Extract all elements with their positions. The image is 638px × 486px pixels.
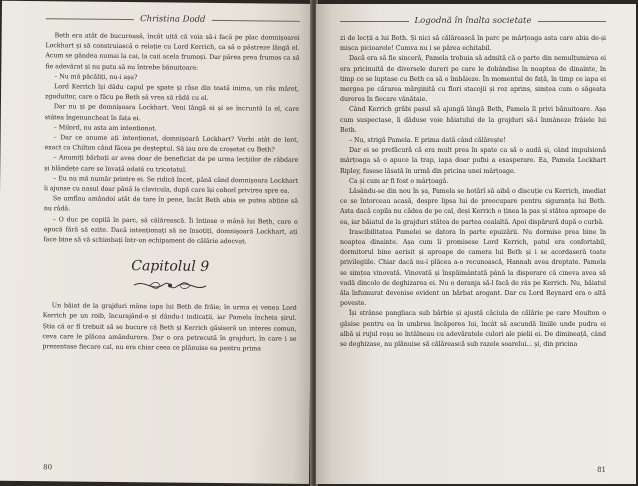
paragraph: Dar ei se prefăcură că era mult prea în spate ca să o audă și, când impulsionă mârțoaga să o apuce la trap, iapa doar pufni a exasperare. Ea, Pamela Lockhart Ripley, fusese lăsată în urmă din pricina unei mârțoage. xyxy=(340,147,606,175)
chapter-title: Capitolul 9 xyxy=(131,258,210,276)
paragraph: Un băiat de la grajduri mâna iapa lui Beth de frâie; în urma ei venea Lord Kerrich pe un roib, încurajând-o și dându-i indicații, iar Pamela încheia șirul. Știa că ar fi trebuit să se bucure că Beth și Kerrich găsiseră un interes comun, ceva care le plăcea amândurora. Dar o ora petrecută în grajduri, în care i se prezentase fiecare cal, nu era chiar ceea ce plănuise ea pentru prima xyxy=(42,302,297,353)
right-body-text xyxy=(340,34,606,350)
header-rule xyxy=(46,18,134,20)
chapter-heading xyxy=(43,257,297,294)
paragraph: Dacă era să fie sinceră, Pamela trebuia să admită că o parte din nemulțumirea ei era pricinuită de diversele dureri pe care le dobândise în noaptea de dinainte, în timp ce se luptase cu Beth ca să o îmbăieze. În momentul de față, în timp ce iapa ei mergea pe cărarea mărginită cu flori stacojii și roz aprins, simțea cum o săgeata durerea în fiecare vânătaie. xyxy=(340,55,606,104)
header-rule xyxy=(340,21,409,22)
ornament-icon xyxy=(130,278,210,293)
running-head-title: Logodnă în înalta societate xyxy=(414,16,532,26)
running-head-right xyxy=(340,14,606,28)
paragraph: – Milord, nu asta am intenționat. xyxy=(53,124,157,133)
paragraph: – Anumiți bărbați ar avea doar de beneficiat de pe urma lecțiilor de răbdare și blândețe care se învață odată cu tricotatul. xyxy=(44,154,299,174)
page-number-left: 80 xyxy=(43,463,53,472)
header-rule xyxy=(211,19,299,21)
paragraph: Când Kerrich grăbi pasul să ajungă lângă Beth, Pamela îl privi bănuitoare. Așa cum suspectase, îi dăduse voie băiatului de la grajduri să-i înmâneze frâiele lui Beth. xyxy=(340,106,606,134)
left-body-text xyxy=(43,31,299,248)
paragraph: Ca și cum ar fi fost o mârțoagă. xyxy=(349,177,449,185)
paragraph: Lăsându-se din nou în șa, Pamela se hotărî să aibă o discuție cu Kerrich, imediat ce se întorceau acasă, despre lipsa lui de preocupare pentru siguranța lui Beth. Asta dacă copila nu cădea de pe cal, deși Kerrich o ținea la pas și stătea aproape de ea, iar băiatul de la grajduri stătea de partea cealaltă. Apoi dispărură după o curbă. xyxy=(340,188,606,226)
paragraph: – Dar ce anume ați intenționat, domnișoară Lockhart? Vorbi atât de lent, exact ca Chilton când făcea pe deșteptul. Să iau ore de croșetat cu Beth? xyxy=(44,134,299,154)
left-body-text-after xyxy=(42,301,297,355)
page-number-right: 81 xyxy=(597,466,606,474)
paragraph: – Eu nu mă număr printre ei. Se ridică încet, până când domnișoara Lockhart îi ajunse cu nasul doar până la clavicula, după care își coborî privirea spre ea. xyxy=(44,175,299,195)
running-head-left xyxy=(46,11,300,28)
left-page xyxy=(0,1,314,484)
right-page xyxy=(316,4,636,484)
paragraph: Dar nu și pe domnișoara Lockhart. Veni lângă ei și se încruntă la el, care stătea îngenuncheat în fața ei. xyxy=(44,103,299,122)
paragraph: Se umflau amândoi atât de tare în pene, încât Beth abia se putea abține să nu râdă. xyxy=(43,195,298,213)
paragraph: Beth era atât de bucuroasă, încât uită că voia să-i facă pe plac domnișoarei Lockhart și să construiască o relație cu Lord Kerrich, ca să o păstreze lângă el. Acum se gândea numai la cai, la caii acela frumoși. Dar părea prea frumos ca să fie adevărat și nu putu să nu întrebe bănuitoare: xyxy=(45,32,300,72)
header-rule xyxy=(538,21,607,22)
paragraph: Lord Kerrich își dădu capul pe spate și râse din toată inima, un râs mâreț, zguduitor, care o făcu pe Beth să vrea să râdă cu el. xyxy=(44,83,300,103)
paragraph: – O duc pe copilă în parc, să călărească. Îi întinse o mână lui Beth, care o apucă fără să ezite. Dacă intenționați să ne însoțiți, domnișoară Lockhart, ați face bine să vă schimbați într-un echipament de călărie adecvat. xyxy=(43,215,298,246)
running-head-author: Christina Dodd xyxy=(140,14,206,25)
paragraph: zi de lecții a lui Beth. Și nici să călărească în parc pe mârțoaga asta care abia de-și mișca picioarele! Cumva nu i se părea echitabil. xyxy=(340,35,606,53)
paragraph: – Nu, strigă Pamela. E prima dată când călărește! xyxy=(349,137,506,145)
paragraph: – Nu mă păcăliți, nu-i așa? xyxy=(54,73,138,81)
paragraph: Își strânse pangliaca sub bărbie și ajustă căciula de călărie pe care Moulton o găsise pentru ea în umbrea încăperea lui, încât să ascundă liniile unde pudra ei albă și rujul roșu se întâlneau cu adevăratele culori ale pielii ei. De dimineață, când se deghizase, nu plănuise să călărească sub razele soarelui... și, din pricina xyxy=(340,310,606,349)
paragraph: Irascibilitatea Pamelei se datora în parte epuizării. Nu dormise prea bine în noaptea dinainte. Așa cum îi promisese Lord Kerrich, patul era confortabil, dormitorul bine aerisit și aproape de camera lui Beth și i se acordaseră toate privilegiile. Chiar dacă nu-i plăcea a-o recunoască, Hannah avea dreptate. Pamela se simțea vinovată. Vinovată și înspăimântată până la disperare că cineva avea să vadă dincolo de deghizarea ei. Nu o deranja să-l facă de râs pe Kerrich. Nu, băiatul ăla înfumurat devenise evident un bărbat arogant. Dar cu Lord Reynard era o altă poveste. xyxy=(340,228,606,308)
